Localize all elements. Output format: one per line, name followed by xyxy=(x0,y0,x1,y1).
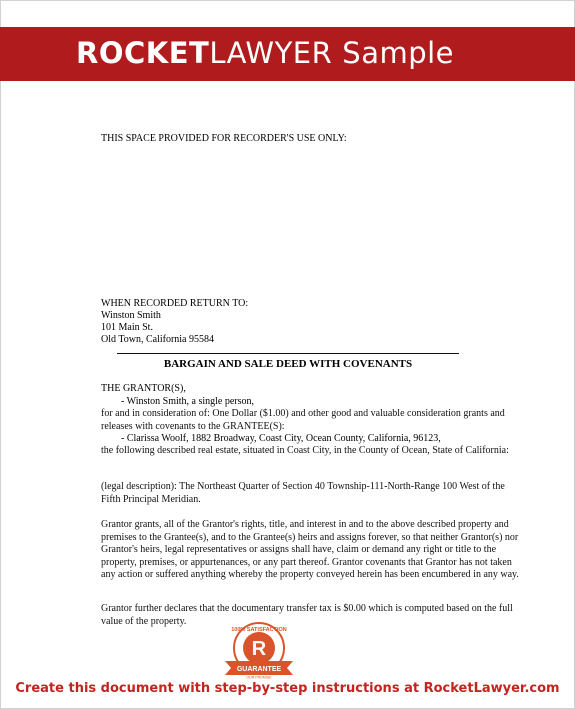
property-intro: the following described real estate, situated in Coast City, in the County of Ocean, State of California: xyxy=(101,445,509,456)
grantee-item: - Clarissa Woolf, 1882 Broadway, Coast City, Ocean County, California, 96123, xyxy=(121,433,441,444)
return-street: 101 Main St. xyxy=(101,322,153,333)
footer-cta-link[interactable]: Create this document with step-by-step instructions at RocketLawyer.com xyxy=(15,681,560,696)
legal-description: (legal description): The Northeast Quarter of Section 40 Township-111-North-Range 100 West of the Fifth Principal Meridian. xyxy=(101,481,505,505)
grantor-heading: THE GRANTOR(S), xyxy=(101,383,186,394)
seal-bottom-text: OUR PROMISE xyxy=(246,675,272,679)
recorder-space-text: THIS SPACE PROVIDED FOR RECORDER'S USE ONLY: xyxy=(101,133,347,144)
return-name: Winston Smith xyxy=(101,310,161,321)
return-heading: WHEN RECORDED RETURN TO: xyxy=(101,298,249,309)
tax-paragraph: Grantor further declares that the documentary transfer tax is $0.00 which is computed based on the full value of the property. xyxy=(101,603,513,627)
consideration-paragraph: for and in consideration of: One Dollar ($1.00) and other good and valuable consideration grants and releases with covenants to the GRANTEE(S): xyxy=(101,408,505,432)
brand-lawyer: LAWYER xyxy=(209,36,333,70)
brand-rocket: ROCKET xyxy=(76,36,210,70)
seal-letter: R xyxy=(251,638,267,660)
rocketlawyer-logo xyxy=(76,38,454,68)
grantor-item: - Winston Smith, a single person, xyxy=(121,396,255,407)
seal-top-text: 100% SATISFACTION xyxy=(231,627,287,633)
seal-ribbon-text: GUARANTEE xyxy=(236,666,282,673)
satisfaction-guarantee-seal xyxy=(221,621,297,679)
return-city: Old Town, California 95584 xyxy=(101,334,214,345)
title-rule xyxy=(117,353,459,370)
sample-label: Sample xyxy=(342,36,455,70)
grant-paragraph: Grantor grants, all of the Grantor's rights, title, and interest in and to the above described property and premises to the Grantee(s), and to the Grantee(s) heirs and assigns forever, so that neither Grantor(s) nor Grantor's heirs, legal representatives or assigns shall have, claim or demand any right or title to the property, premises, or appurtenances, or any part thereof. Grantor covenants that Grantor has not taken any action or suffered anything whereby the property conveyed herein has been encumbered in any way. xyxy=(101,519,519,581)
document-title: BARGAIN AND SALE DEED WITH COVENANTS xyxy=(163,358,413,370)
